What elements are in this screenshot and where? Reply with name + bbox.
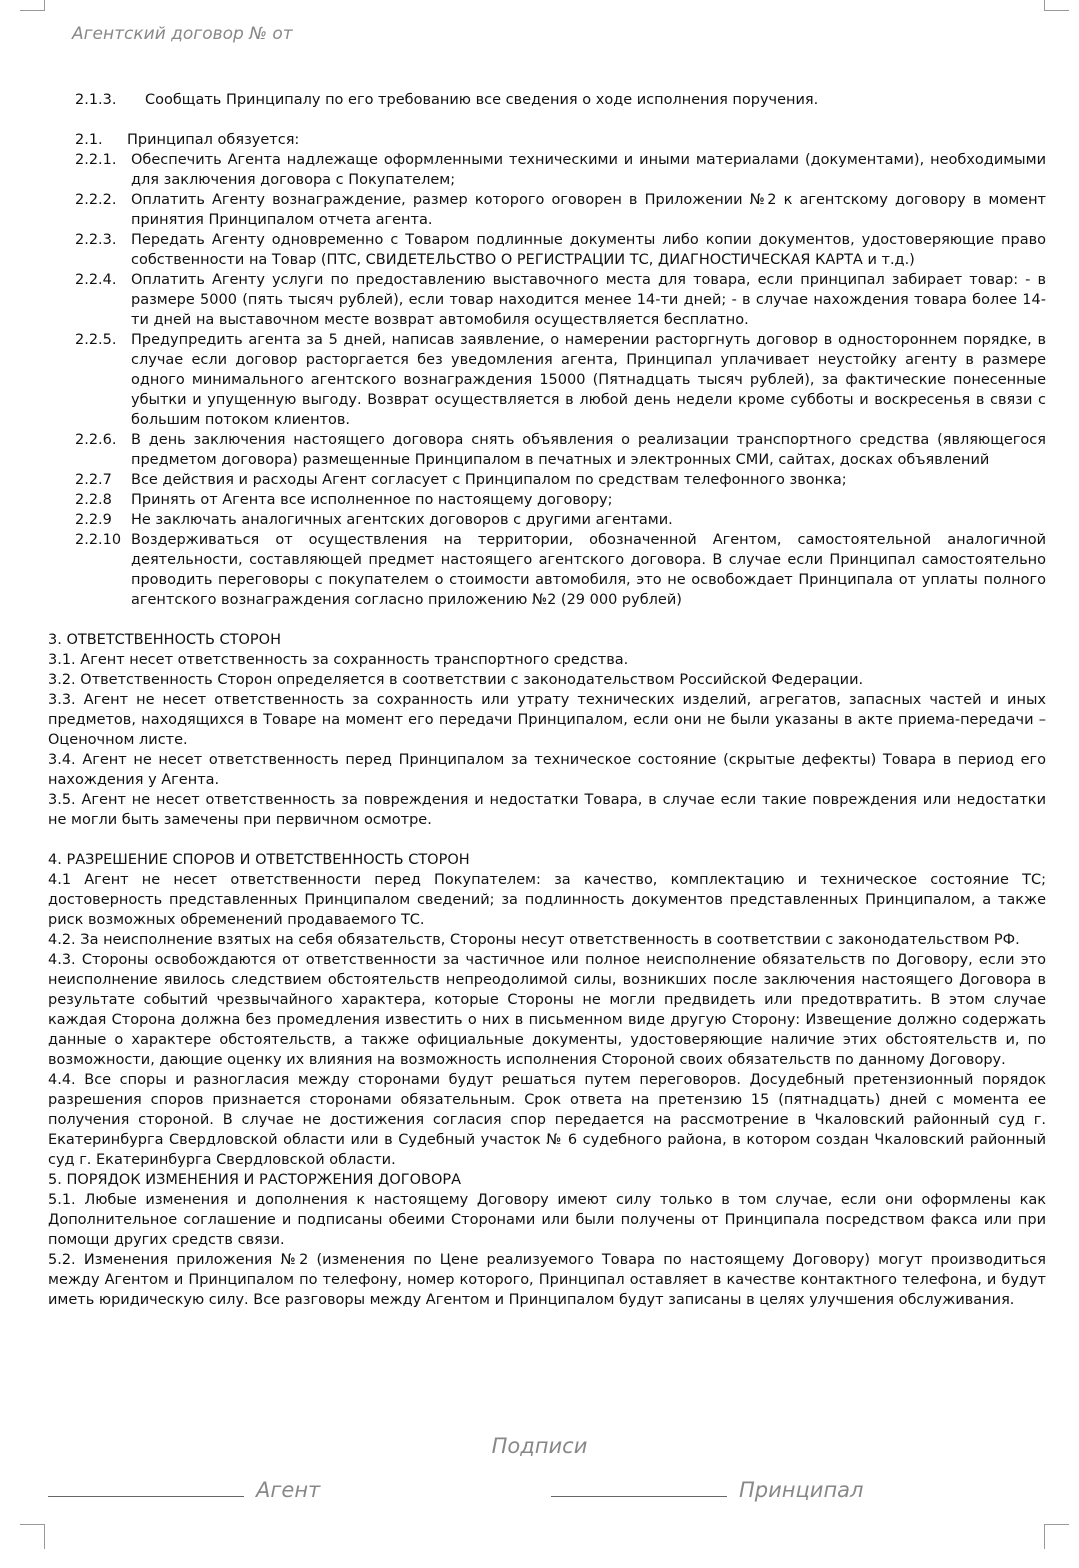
section-4-paragraph: 4.4. Все споры и разногласия между сторонами будут решаться путем переговоров. Досудебный претензионный порядок разрешения споров признается сторонами обязательным. Срок ответа на претензию 15 (пятнадцать) дней с момента ее получения стороной. В случае не достижения согласия спор передается на рассмотрение в Чкаловский районный суд г. Екатеринбурга Свердловской области или в Судебный участок № 6 судебного района, в котором создан Чкаловский районный суд г. Екатеринбурга Свердловской области. — [48, 1072, 1046, 1168]
clause-number: 2.2.3. — [75, 232, 117, 248]
clause-item — [48, 510, 1046, 530]
crop-mark-bottom-left — [20, 1524, 45, 1549]
clause-number: 2.2.8 — [75, 492, 112, 508]
principal-label: Принципал — [739, 1478, 864, 1502]
section-4-paragraph: 4.3. Стороны освобождаются от ответственности за частичное или полное неисполнение обязательств по Договору, если это неисполнение явилось следствием обстоятельств непреодолимой силы, возникших после заключения настоящего Договора в результате событий чрезвычайного характера, которые Стороны не могли предвидеть или предотвратить. В этом случае каждая Сторона должна без промедления известить о них в письменном виде другую Сторону: Извещение должно содержать данные о характере обстоятельств, а также официальные документы, удостоверяющие наличие этих обстоятельств и, по возможности, дающие оценку их влияния на возможность исполнения Стороной своих обязательств по данному Договору. — [48, 952, 1046, 1068]
section-3-paragraph: 3.2. Ответственность Сторон определяется в соответствии с законодательством Российской Федерации. — [48, 672, 864, 688]
document-body — [48, 90, 1046, 1310]
clause-item — [48, 470, 1046, 490]
agent-label: Агент — [256, 1478, 321, 1502]
clause-number: 2.2.2. — [75, 192, 117, 208]
agent-signature — [48, 1476, 320, 1500]
section-5-paragraph: 5.2. Изменения приложения №2 (изменения по Цене реализуемого Товара по настоящему Договору) могут производиться между Агентом и Принципалом по телефону, номер которого, Принципал оставляет в качестве контактного телефона, и будут иметь юридическую силу. Все разговоры между Агентом и Принципалом будут записаны в целях улучшения обслуживания. — [48, 1252, 1046, 1308]
crop-mark-top-right — [1044, 0, 1069, 11]
clause-text: Предупредить агента за 5 дней, написав заявление, о намерении расторгнуть договор в одностороннем порядке, в случае если договор расторгается без уведомления агента, Принципал уплачивает неустойку агенту в размере одного минимального агентского вознаграждения 15000 (Пятнадцать тысяч рублей), за фактические понесенные убытки и упущенную выгоду. Возврат осуществляется в любой день недели кроме субботы и воскресенья в связи с большим потоком клиентов. — [131, 332, 1046, 428]
crop-mark-bottom-right — [1044, 1524, 1069, 1549]
section-5-paragraph: 5.1. Любые изменения и дополнения к настоящему Договору имеют силу только в том случае, если они оформлены как Дополнительное соглашение и подписаны обеими Сторонами или были получены от Принципала посредством факса или при помощи других средств связи. — [48, 1192, 1046, 1248]
clause-text: Воздерживаться от осуществления на территории, обозначенной Агентом, самостоятельной аналогичной деятельности, составляющей предмет настоящего агентского договора. В случае если Принципал самостоятельно проводить переговоры с покупателем о стоимости автомобиля, это не освобождает Принципала от уплаты полного агентского вознаграждения согласно приложению №2 (29 000 рублей) — [131, 532, 1046, 608]
section-3-paragraph: 3.4. Агент не несет ответственность перед Принципалом за техническое состояние (скрытые дефекты) Товара в период его нахождения у Агента. — [48, 752, 1046, 788]
clause-item — [48, 490, 1046, 510]
clause-number: 2.2.5. — [75, 332, 117, 348]
crop-mark-top-left — [20, 0, 45, 11]
section-5-title: 5. ПОРЯДОК ИЗМЕНЕНИЯ И РАСТОРЖЕНИЯ ДОГОВОРА — [48, 1172, 462, 1188]
clause-item — [48, 270, 1046, 330]
signatures-title: Подписи — [491, 1434, 588, 1458]
clause-number: 2.2.6. — [75, 432, 117, 448]
clause-item — [48, 150, 1046, 190]
section-3-title: 3. ОТВЕТСТВЕННОСТЬ СТОРОН — [48, 632, 281, 648]
clause-text: Принять от Агента все исполненное по настоящему договору; — [131, 492, 613, 508]
section-3-paragraph: 3.1. Агент несет ответственность за сохранность транспортного средства. — [48, 652, 629, 668]
clause-number: 2.2.10 — [75, 532, 122, 548]
clause-item — [48, 530, 1046, 610]
section-3-paragraph: 3.3. Агент не несет ответственность за сохранность или утрату технических изделий, агрегатов, запасных частей и иных предметов, находящихся в Товаре на момент его передачи Принципалом, если они не были указаны в акте приема-передачи – Оценочном листе. — [48, 692, 1046, 748]
section-4-paragraph: 4.2. За неисполнение взятых на себя обязательств, Стороны несут ответственность в соответствии с законодательством РФ. — [48, 932, 1020, 948]
clause-number: 2.2.1. — [75, 152, 117, 168]
clause-text: Оплатить Агенту услуги по предоставлению выставочного места для товара, если принципал забирает товар: - в размере 5000 (пять тысяч рублей), если товар находится менее 14-ти дней; - в случае нахождения товара более 14-ти дней на выставочном месте возврат автомобиля осуществляется бесплатно. — [131, 272, 1046, 328]
clause-text: Обеспечить Агента надлежаще оформленными техническими и иными материалами (документами), необходимыми для заключения договора с Покупателем; — [131, 152, 1046, 188]
clause-text: Передать Агенту одновременно с Товаром подлинные документы либо копии документов, удостоверяющие право собственности на Товар (ПТС, СВИДЕТЕЛЬСТВО О РЕГИСТРАЦИИ ТС, ДИАГНОСТИЧЕСКАЯ КАРТА и т.д.) — [131, 232, 1046, 268]
clause-text: Не заключать аналогичных агентских договоров с другими агентами. — [131, 512, 673, 528]
clause-list-2-2 — [48, 150, 1046, 610]
principal-signature-line — [551, 1476, 727, 1497]
clause-2-1-3 — [48, 90, 1046, 110]
document-header: Агентский договор № от — [72, 24, 293, 44]
clause-item — [48, 190, 1046, 230]
clause-number: 2.2.9 — [75, 512, 112, 528]
clause-text: Оплатить Агенту вознаграждение, размер которого оговорен в Приложении №2 к агентскому договору в момент принятия Принципалом отчета агента. — [131, 192, 1046, 228]
clause-text: Сообщать Принципалу по его требованию все сведения о ходе исполнения поручения. — [145, 92, 819, 108]
clause-item — [48, 230, 1046, 270]
section-4-paragraph: 4.1 Агент не несет ответственности перед Покупателем: за качество, комплектацию и техническое состояние ТС; достоверность представленных Принципалом сведений; за подлинность документов представленных Принципалом, а также риск возможных обременений продаваемого ТС. — [48, 872, 1046, 928]
subsection-title: Принципал обязуется: — [127, 132, 300, 148]
subsection-2-1-title — [48, 130, 1046, 150]
clause-item — [48, 330, 1046, 430]
clause-text: Все действия и расходы Агент согласует с Принципалом по средствам телефонного звонка; — [131, 472, 847, 488]
subsection-number: 2.1. — [75, 132, 103, 148]
clause-number: 2.2.4. — [75, 272, 117, 288]
section-4-title: 4. РАЗРЕШЕНИЕ СПОРОВ И ОТВЕТСТВЕННОСТЬ СТОРОН — [48, 852, 470, 868]
agent-signature-line — [48, 1476, 244, 1497]
clause-text: В день заключения настоящего договора снять объявления о реализации транспортного средства (являющегося предметом договора) размещенные Принципалом в печатных и электронных СМИ, сайтах, досках объявлений — [131, 432, 1046, 468]
principal-signature — [551, 1476, 863, 1500]
section-3-paragraph: 3.5. Агент не несет ответственность за повреждения и недостатки Товара, в случае если такие повреждения или недостатки не могли быть замечены при первичном осмотре. — [48, 792, 1046, 828]
clause-item — [48, 430, 1046, 470]
clause-number: 2.1.3. — [75, 92, 117, 108]
clause-number: 2.2.7 — [75, 472, 112, 488]
